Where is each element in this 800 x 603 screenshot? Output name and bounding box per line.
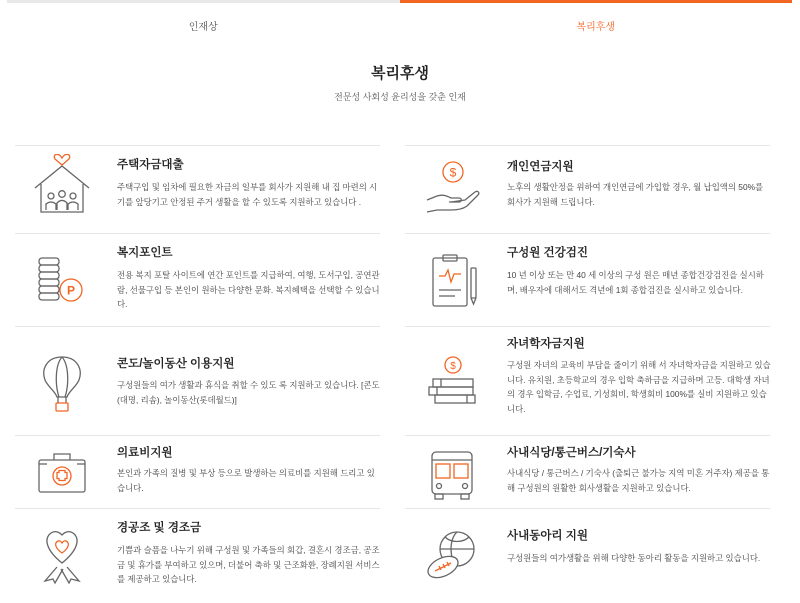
- bus-icon: [417, 444, 487, 506]
- benefit-title: 주택자금대출: [117, 159, 184, 171]
- hand-coin-icon: [417, 156, 487, 218]
- benefit-item-health-checkup: [405, 233, 770, 326]
- ribbon-heart-icon: [27, 523, 97, 585]
- house-heart-icon: [27, 154, 97, 216]
- tab-benefits[interactable]: 복리후생: [400, 0, 793, 48]
- benefit-title: 사내동아리 지원: [507, 530, 588, 542]
- benefit-title: 복지포인트: [117, 247, 173, 259]
- benefit-description: 노후의 생활안정을 위하여 개인연금에 가입할 경우, 월 납입액의 50%를 회사가 지원해 드립니다.: [507, 182, 764, 207]
- svg-text:P: P: [66, 283, 76, 298]
- benefit-item-club-support: [405, 508, 770, 603]
- benefit-title: 의료비지원: [117, 447, 173, 459]
- benefit-description: 사내식당 / 통근버스 / 기숙사 (출퇴근 불가능 지역 미혼 거주자) 제공을 통해 구성원의 원활한 회사생활을 지원하고 있습니다.: [507, 468, 770, 493]
- sports-balls-icon: [417, 523, 487, 585]
- benefit-item-cafeteria-bus: [405, 435, 770, 508]
- benefit-description: 주택구입 및 임차에 필요한 자금의 일부를 회사가 지원해 내 집 마련의 시기를 앞당기고 안정된 주거 생활을 할 수 있도록 지원하고 있습니다 .: [117, 182, 378, 207]
- benefit-title: 자녀학자금지원: [507, 338, 585, 350]
- benefit-item-welfare-points: [15, 233, 380, 326]
- first-aid-kit-icon: [27, 444, 97, 506]
- benefit-description: 구성원 자녀의 교육비 부담을 줄이기 위해 서 자녀학자금을 지원하고 있습니다. 유치원, 초등학교의 경우 입학 축하금을 지급하며 고등. 대학생 자녀의 경우 입학금, 수업료, 기성회비, 학생회비 100%를 실비 지원하고 있습니다.: [507, 360, 771, 414]
- benefit-item-congratulations: [15, 508, 380, 603]
- section-subtitle: 전문성 사회성 윤리성을 갖춘 인재: [334, 92, 466, 102]
- benefit-title: 콘도/놀이동산 이용지원: [117, 358, 235, 370]
- benefit-title: 구성원 건강검진: [507, 247, 588, 259]
- benefit-title: 개인연금지원: [507, 161, 574, 173]
- benefit-title: 경공조 및 경조금: [117, 522, 202, 534]
- benefit-description: 구성원들의 여가생활을 위해 다양한 동아리 활동을 지원하고 있습니다.: [507, 553, 761, 563]
- benefit-item-housing-loan: [15, 145, 380, 233]
- benefit-item-pension: [405, 145, 770, 233]
- books-coin-icon: [417, 353, 487, 415]
- benefit-item-medical-support: [15, 435, 380, 508]
- svg-text:$: $: [450, 361, 456, 372]
- hot-air-balloon-icon: [27, 353, 97, 415]
- benefit-description: 전용 복지 포탈 사이트에 연간 포인트를 지급하여, 여행, 도서구입, 공연관람, 선물구입 등 본인이 원하는 다양한 문화. 복지혜택을 선택할 수 있습니다.: [117, 270, 380, 309]
- benefit-title: 사내식당/통근버스/기숙사: [507, 447, 636, 459]
- section-title: 복리후생: [371, 65, 429, 82]
- benefit-description: 기쁨과 슬픔을 나누기 위해 구성원 및 가족들의 회갑, 결혼시 경조금, 공조금 및 휴가를 부여하고 있으며, 더불어 축하 및 근조화환, 장례지원 서비스를 제공하고 있습니다.: [117, 545, 380, 584]
- tab-talent[interactable]: 인재상: [7, 0, 400, 48]
- svg-text:$: $: [449, 165, 457, 180]
- coins-point-icon: [27, 250, 97, 312]
- benefit-item-tuition-support: [405, 326, 770, 435]
- benefit-description: 구성원들의 여가 생활과 휴식을 취할 수 있도 록 지원하고 있습니다. [콘도 (대명, 리솜), 놀이동산(롯데월드)]: [117, 380, 380, 405]
- tab-bar: [7, 0, 792, 48]
- clipboard-health-icon: [417, 250, 487, 312]
- benefit-description: 10 년 이상 또는 만 40 세 이상의 구성 원은 매년 종합건강검진을 실시하며, 배우자에 대해서도 격년에 1회 종합검진을 실시하고 있습니다.: [507, 270, 764, 295]
- benefit-item-condo-support: [15, 326, 380, 435]
- benefit-description: 본인과 가족의 질병 및 부상 등으로 발생하는 의료비를 지원해 드리고 있습니다.: [117, 468, 375, 493]
